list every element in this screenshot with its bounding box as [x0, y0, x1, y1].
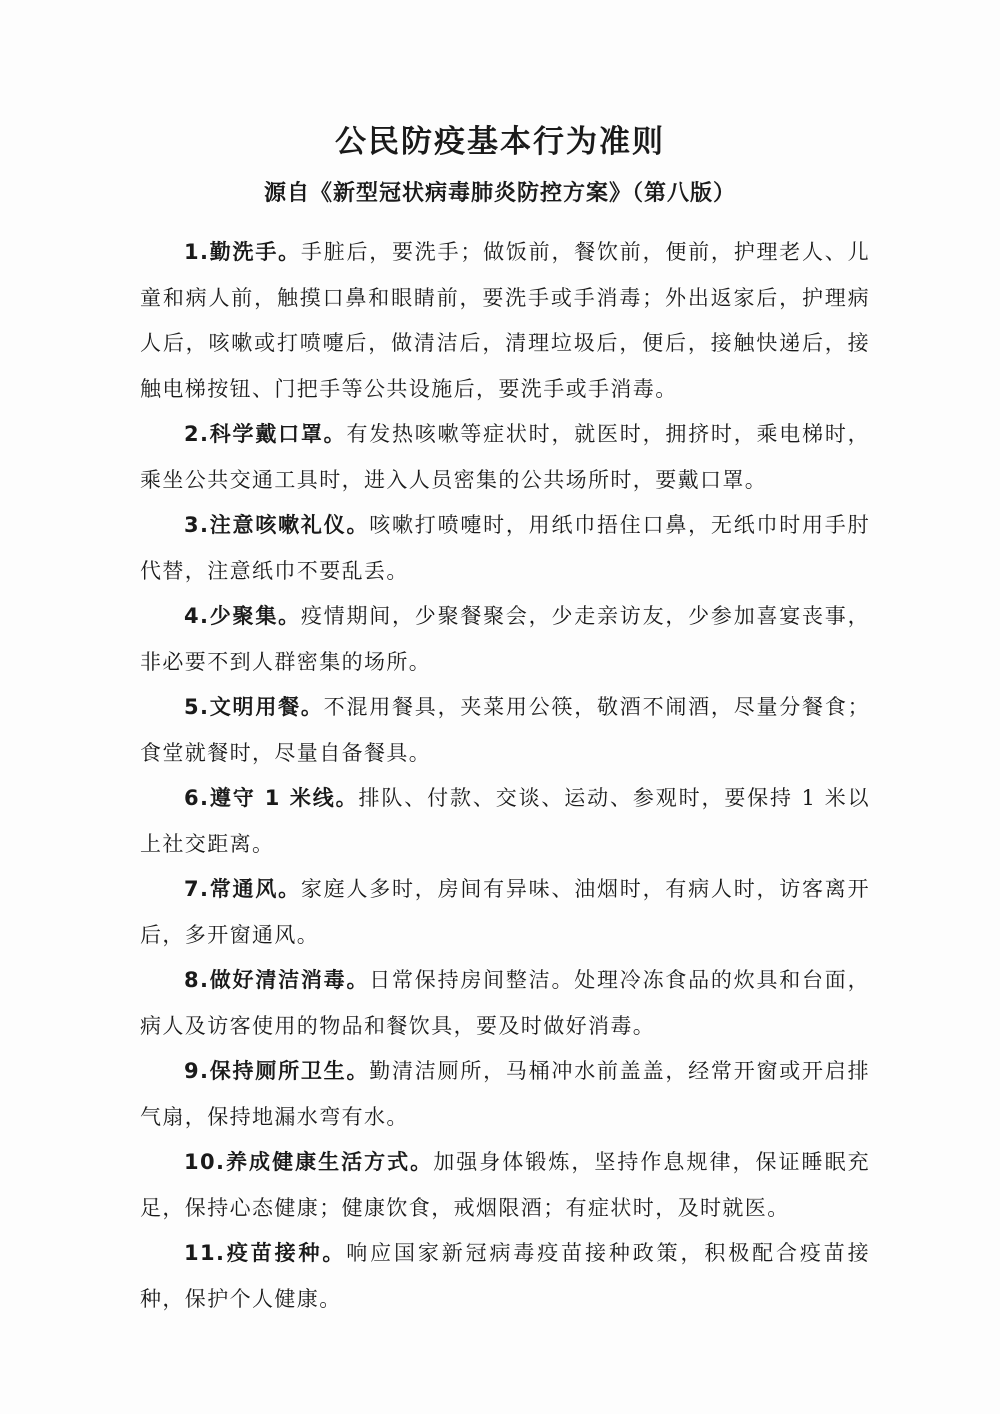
guideline-heading: 5.文明用餐。	[184, 695, 324, 719]
guideline-text: 手脏后，要洗手；做饭前，餐饮前，便前，护理老人、儿童和病人前，触摸口鼻和眼睛前，要洗手或手消毒；外出返家后，护理病人后，咳嗽或打喷嚏后，做清洁后，清理垃圾后，便后，接触快递后，接触电梯按钮、门把手等公共设施后，要洗手或手消毒。	[140, 240, 870, 401]
guideline-heading: 6.遵守 1 米线。	[184, 786, 359, 810]
guideline-item	[140, 503, 870, 594]
guideline-heading: 8.做好清洁消毒。	[184, 968, 370, 992]
page-title: 公民防疫基本行为准则	[335, 124, 665, 160]
guideline-item	[140, 1231, 870, 1322]
guideline-text: 日常保持房间整洁。处理冷冻食品的炊具和台面，病人及访客使用的物品和餐饮具，要及时做好消毒。	[140, 968, 870, 1038]
guideline-list	[140, 230, 870, 1322]
guideline-heading: 7.常通风。	[184, 877, 301, 901]
guideline-text: 有发热咳嗽等症状时，就医时，拥挤时，乘电梯时，乘坐公共交通工具时，进入人员密集的公共场所时，要戴口罩。	[140, 422, 870, 492]
guideline-heading: 10.养成健康生活方式。	[184, 1150, 434, 1174]
guideline-item	[140, 685, 870, 776]
guideline-text: 加强身体锻炼，坚持作息规律，保证睡眠充足，保持心态健康；健康饮食，戒烟限酒；有症状时，及时就医。	[140, 1150, 870, 1220]
guideline-item	[140, 1140, 870, 1231]
guideline-heading: 3.注意咳嗽礼仪。	[184, 513, 370, 537]
guideline-text: 家庭人多时，房间有异味、油烟时，有病人时，访客离开后，多开窗通风。	[140, 877, 870, 947]
guideline-heading: 2.科学戴口罩。	[184, 422, 347, 446]
guideline-heading: 11.疫苗接种。	[184, 1241, 347, 1265]
guideline-item	[140, 867, 870, 958]
guideline-heading: 1.勤洗手。	[184, 240, 301, 264]
guideline-item	[140, 594, 870, 685]
guideline-text: 疫情期间，少聚餐聚会，少走亲访友，少参加喜宴丧事，非必要不到人群密集的场所。	[140, 604, 870, 674]
guideline-text: 不混用餐具，夹菜用公筷，敬酒不闹酒，尽量分餐食；食堂就餐时，尽量自备餐具。	[140, 695, 870, 765]
guideline-item	[140, 776, 870, 867]
guideline-text: 勤清洁厕所，马桶冲水前盖盖，经常开窗或开启排气扇，保持地漏水弯有水。	[140, 1059, 870, 1129]
guideline-heading: 9.保持厕所卫生。	[184, 1059, 370, 1083]
guideline-text: 排队、付款、交谈、运动、参观时，要保持 1 米以上社交距离。	[140, 786, 871, 856]
guideline-item	[140, 230, 870, 412]
guideline-text: 咳嗽打喷嚏时，用纸巾捂住口鼻，无纸巾时用手肘代替，注意纸巾不要乱丢。	[140, 513, 870, 583]
guideline-item	[140, 412, 870, 503]
guideline-item	[140, 1049, 870, 1140]
guideline-heading: 4.少聚集。	[184, 604, 301, 628]
guideline-item	[140, 958, 870, 1049]
page-subtitle: 源自《新型冠状病毒肺炎防控方案》（第八版）	[263, 181, 736, 206]
guideline-text: 响应国家新冠病毒疫苗接种政策，积极配合疫苗接种，保护个人健康。	[140, 1241, 870, 1311]
